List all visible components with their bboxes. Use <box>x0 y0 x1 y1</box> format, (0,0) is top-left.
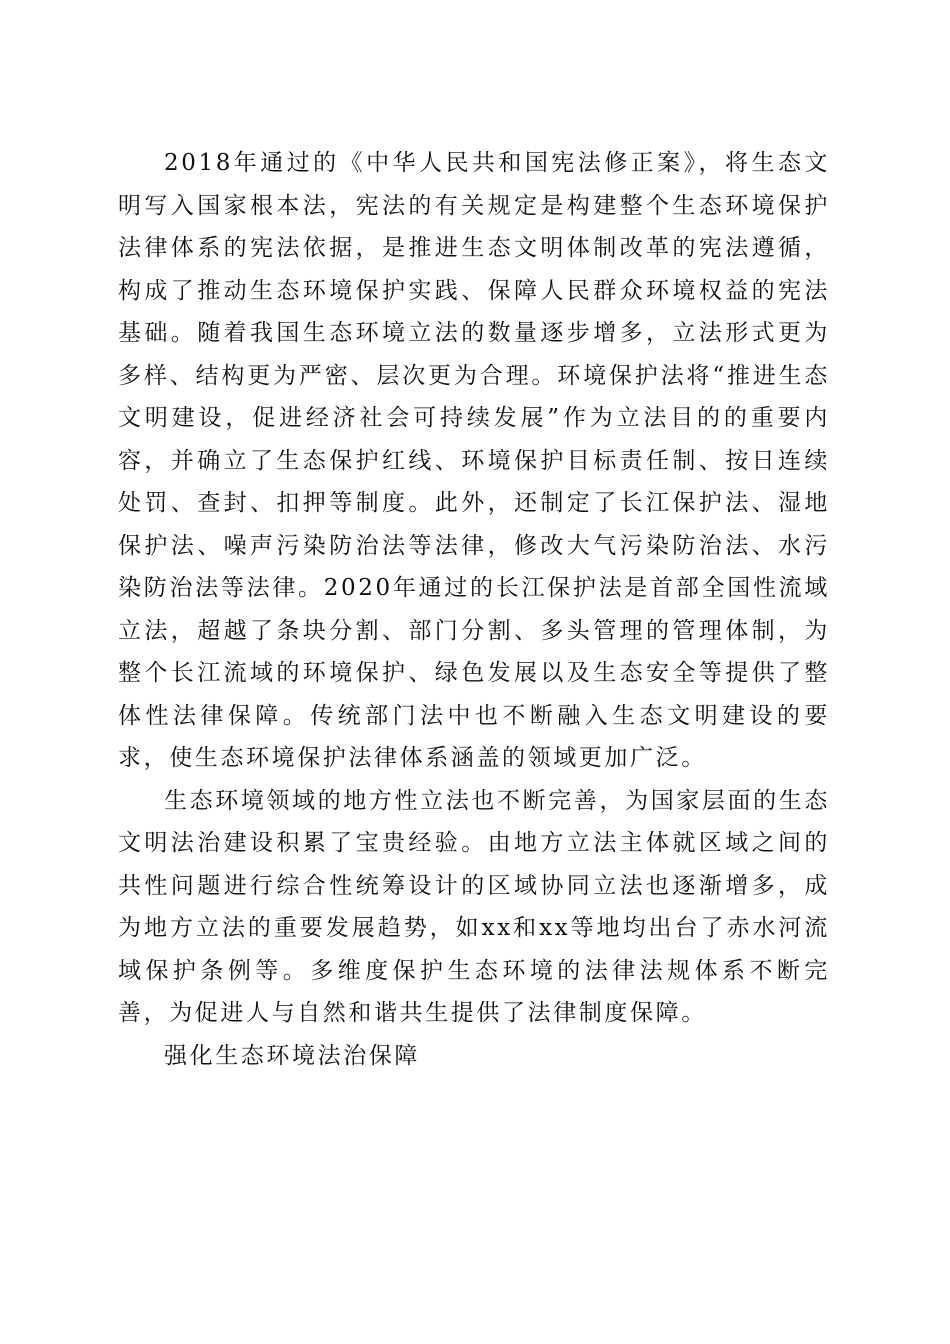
document-body <box>118 142 830 1077</box>
paragraph-local-legislation: 生态环境领域的地方性立法也不断完善，为国家层面的生态文明法治建设积累了宝贵经验。由地方立法主体就区域之间的共性问题进行综合性统筹设计的区域协同立法也逐渐增多，成为地方立法的重要发展趋势，如xx和xx等地均出台了赤水河流域保护条例等。多维度保护生态环境的法律法规体系不断完善，为促进人与自然和谐共生提供了法律制度保障。 <box>118 787 830 1026</box>
section-heading: 强化生态环境法治保障 <box>164 1042 420 1069</box>
paragraph-constitution-amendment: 2018年通过的《中华人民共和国宪法修正案》，将生态文明写入国家根本法，宪法的有关规定是构建整个生态环境保护法律体系的宪法依据，是推进生态文明体制改革的宪法遵循，构成了推动生态环境保护实践、保障人民群众环境权益的宪法基础。随着我国生态环境立法的数量逐步增多，立法形式更为多样、结构更为严密、层次更为合理。环境保护法将“推进生态文明建设，促进经济社会可持续发展”作为立法目的的重要内容，并确立了生态保护红线、环境保护目标责任制、按日连续处罚、查封、扣押等制度。此外，还制定了长江保护法、湿地保护法、噪声污染防治法等法律，修改大气污染防治法、水污染防治法等法律。2020年通过的长江保护法是首部全国性流域立法，超越了条块分割、部门分割、多头管理的管理体制，为整个长江流域的环境保护、绿色发展以及生态安全等提供了整体性法律保障。传统部门法中也不断融入生态文明建设的要求，使生态环境保护法律体系涵盖的领域更加广泛。 <box>118 150 830 771</box>
